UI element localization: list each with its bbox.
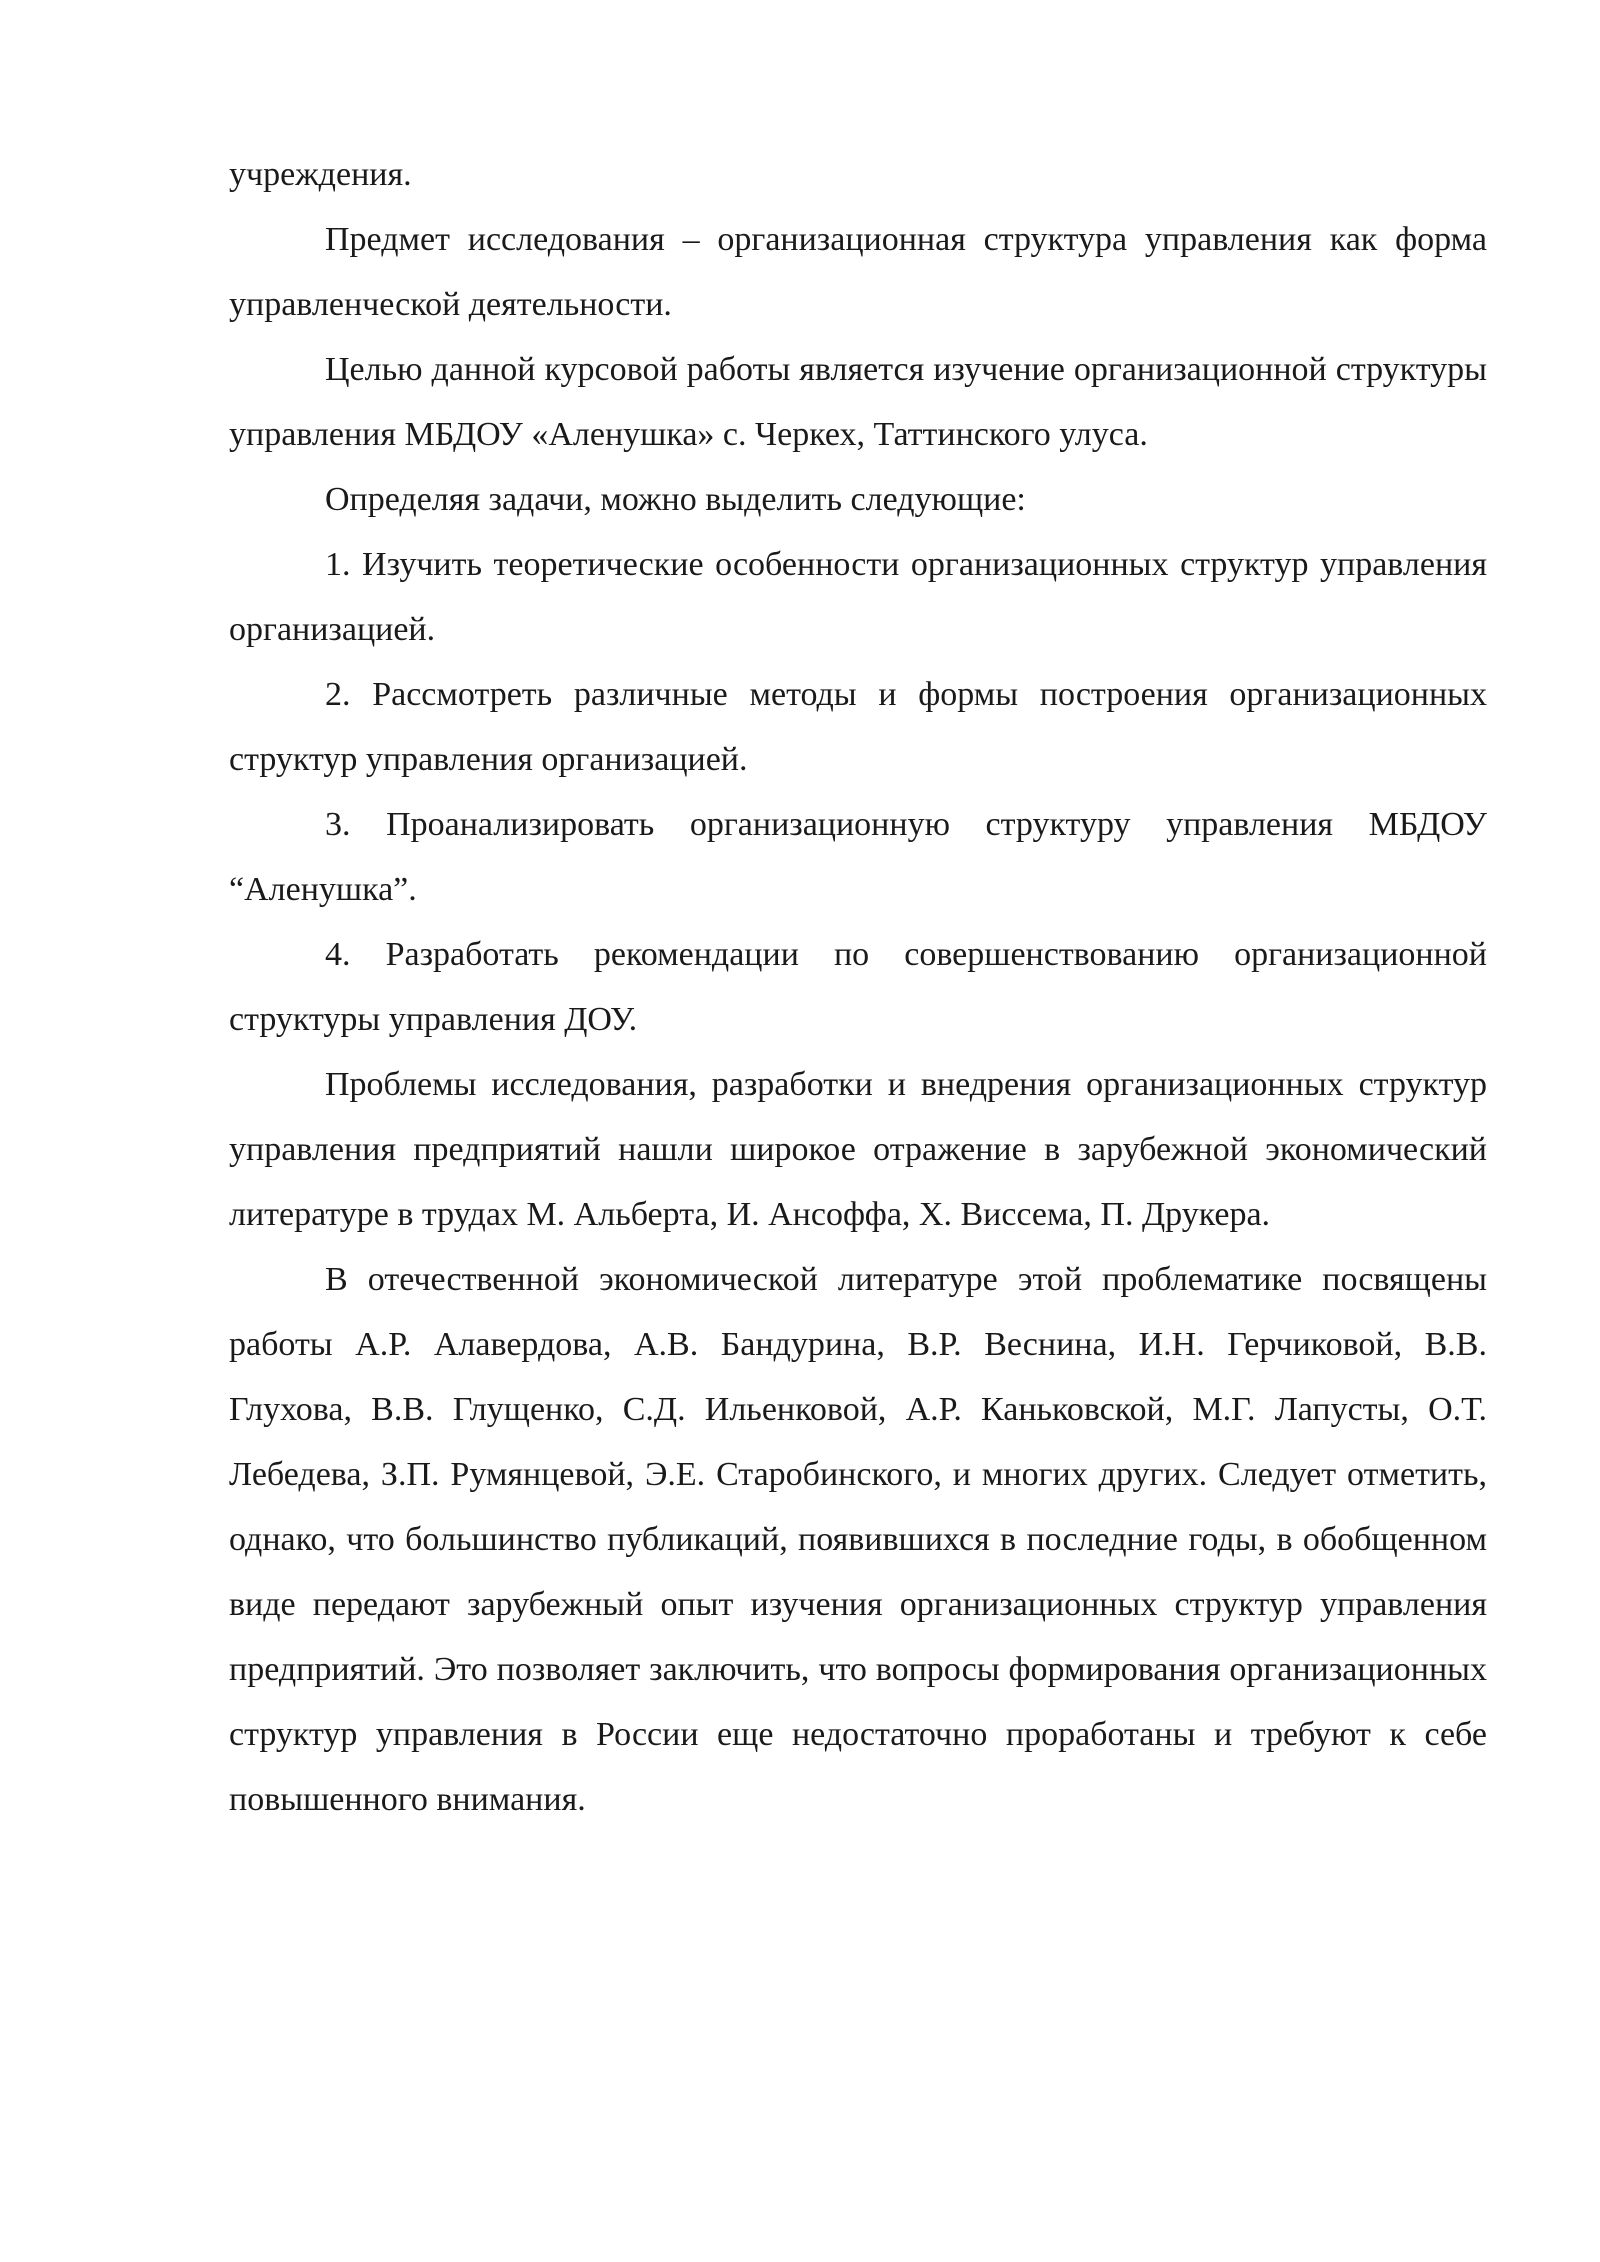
paragraph-tasks-intro: Определяя задачи, можно выделить следующие:	[325, 481, 1026, 518]
paragraph-goal: Целью данной курсовой работы является изучение организационной структуры управления МБДОУ «Аленушка» с. Черкех, Таттинского улуса.	[229, 351, 1487, 453]
list-item-task-3: 3. Проанализировать организационную структуру управления МБДОУ “Аленушка”.	[229, 806, 1487, 908]
paragraph-subject: Предмет исследования – организационная структура управления как форма управленческой деятельности.	[229, 221, 1487, 323]
paragraph-foreign-literature: Проблемы исследования, разработки и внедрения организационных структур управления предприятий нашли широкое отражение в зарубежной экономический литературе в трудах М. Альберта, И. Ансоффа, Х. Виссема, П. Друкера.	[229, 1066, 1487, 1233]
list-item-task-2: 2. Рассмотреть различные методы и формы построения организационных структур управления организацией.	[229, 676, 1487, 778]
paragraph-domestic-literature: В отечественной экономической литературе этой проблематике посвящены работы А.Р. Алавердова, А.В. Бандурина, В.Р. Веснина, И.Н. Герчиковой, В.В. Глухова, В.В. Глущенко, С.Д. Ильенковой, А.Р. Каньковской, М.Г. Лапусты, О.Т. Лебедева, З.П. Румянцевой, Э.Е. Старобинского, и многих других. Следует отметить, однако, что большинство публикаций, появившихся в последние годы, в обобщенном виде передают зарубежный опыт изучения организационных структур управления предприятий. Это позволяет заключить, что вопросы формирования организационных структур управления в России еще недостаточно проработаны и требуют к себе повышенного внимания.	[229, 1261, 1487, 1818]
paragraph-continuation: учреждения.	[229, 156, 412, 193]
list-item-task-1: 1. Изучить теоретические особенности организационных структур управления организацией.	[229, 546, 1487, 648]
list-item-task-4: 4. Разработать рекомендации по совершенствованию организационной структуры управления ДОУ.	[229, 936, 1487, 1038]
document-page	[229, 142, 1487, 1832]
